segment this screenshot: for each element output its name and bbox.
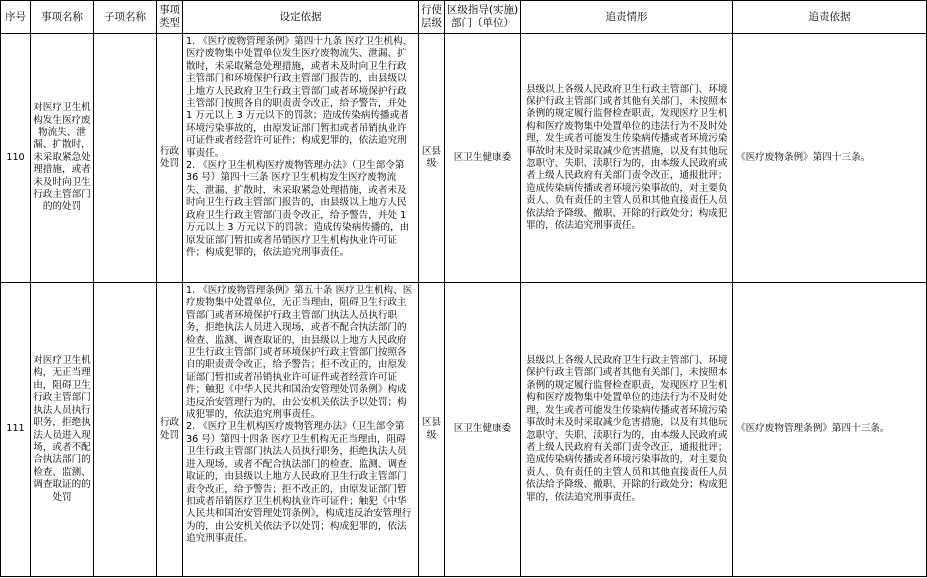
- row-accountability-basis: 《医疗废物管理条例》第四十三条。: [733, 283, 927, 577]
- legal-basis-clause-2: 2. 《医疗卫生机构医疗废物管理办法》（卫生部令第 36 号）第四十三条 医疗卫生机构发生医疗废物流失、泄漏、扩散时，未采取紧急处理措施，或者未及时向卫生行政主管部门报告的，由县级以上地方人民政府卫生行政主管部门责令改正，给予警告，并处 1 万元以上 3 万元以下的罚款；造成传染病传播的，由原发证部门暂扣或者吊销医疗卫生机构执业许可证件；构成犯罪的，依法追究刑事责任。: [186, 160, 410, 258]
- header-item-name: 事项名称: [31, 1, 94, 34]
- table-header-row: [1, 1, 927, 34]
- header-sub-item: 子项名称: [94, 1, 157, 34]
- row-accountability-basis: 《医疗废物条例》第四十三条。: [733, 34, 927, 283]
- table-row: [1, 34, 927, 283]
- legal-basis-clause-2: 2. 《医疗卫生机构医疗废物管理办法》（卫生部令第 36 号）第四十四条 医疗卫生机构无正当理由，阻碍卫生行政主管部门执法人员执行职务，拒绝执法人员进入现场，或者不配合执法部门的检查、监测、调查取证的，由县级以上地方人民政府卫生行政主管部门责令改正，给予警告；拒不改正的，由原发证部门暂扣或者吊销医疗卫生机构执业许可证件；触犯《中华人民共和国治安管理处罚条例》，构成违反治安管理行为的，由公安机关依法予以处罚；构成犯罪的，依法追究刑事责任。: [186, 421, 412, 545]
- row-no: 110: [1, 34, 31, 283]
- row-legal-basis: [183, 283, 419, 577]
- row-department: 区卫生健康委: [445, 34, 521, 283]
- row-level: 区县级: [419, 34, 445, 283]
- row-sub-item: [94, 34, 157, 283]
- header-department: 区级指导(实施)部门（单位）: [445, 1, 521, 34]
- row-item-name: 对医疗卫生机构发生医疗废物流失、泄漏、扩散时，未采取紧急处理措施，或者未及时向卫生行政主管部门的的处罚: [31, 34, 94, 283]
- header-no: 序号: [1, 1, 31, 34]
- legal-basis-clause-1: 1. 《医疗废物管理条例》第四十九条 医疗卫生机构、医疗废物集中处置单位发生医疗废物流失、泄漏、扩散时，未采取紧急处理措施，或者未及时向卫生行政主管部门和环境保护行政主管部门报告的，由县级以上地方人民政府卫生行政主管部门或者环境保护行政主管部门按照各自的职责责令改正，给予警告，并处 1 万元以上 3 万元以下的罚款；造成传染病传播或者环境污染事故的，由原发证部门暂扣或者吊销执业许可证件或者经营许可证件；构成犯罪的，依法追究刑事责任。: [186, 36, 413, 159]
- table-row: [1, 283, 927, 577]
- row-item-name: 对医疗卫生机构，无正当理由，阻碍卫生行政主管部门执法人员执行职务，拒绝执法人员进入现场，或者不配合执法部门的检查、监测、调查取证的的处罚: [31, 283, 94, 577]
- row-level: 区县级: [419, 283, 445, 577]
- row-department: 区卫生健康委: [445, 283, 521, 577]
- legal-basis-clause-1: 1. 《医疗废物管理条例》第五十条 医疗卫生机构、医疗废物集中处置单位，无正当理由，阻碍卫生行政主管部门或者环境保护行政主管部门执法人员执行职务，拒绝执法人员进入现场，或者不配合执法部门的检查、监测、调查取证的，由县级以上地方人民政府卫生行政主管部门或者环境保护行政主管部门按照各自的职责责令改正，给予警告；拒不改正的，由原发证部门暂扣或者吊销执业许可证件或者经营许可证件；触犯《中华人民共和国治安管理处罚条例》构成违反治安管理行为的，由公安机关依法予以处罚；构成犯罪的，依法追究刑事责任。: [186, 285, 413, 421]
- row-no: 111: [1, 283, 31, 577]
- row-legal-basis: [183, 34, 419, 283]
- row-accountability: 县级以上各级人民政府卫生行政主管部门、环境保护行政主管部门或者其他有关部门，未按照本条例的规定履行监督检查职责，发现医疗卫生机构和医疗废物集中处置单位的违法行为不及时处理，发生或者可能发生传染病传播或者环境污染事故时未及时采取减少危害措施，以及有其他玩忽职守、失职、渎职行为的，由本级人民政府或者上级人民政府有关部门责令改正，通报批评；造成传染病传播或者环境污染事故的，对主要负责人、负有责任的主管人员和其他直接责任人员依法给予降级、撤职、开除的行政处分；构成犯罪的，依法追究刑事责任。: [521, 283, 733, 577]
- row-item-type: 行政处罚: [157, 283, 183, 577]
- header-item-type: 事项类型: [157, 1, 183, 34]
- header-accountability-basis: 追责依据: [733, 1, 927, 34]
- row-sub-item: [94, 283, 157, 577]
- header-level: 行使层级: [419, 1, 445, 34]
- row-accountability: 县级以上各级人民政府卫生行政主管部门、环境保护行政主管部门或者其他有关部门，未按照本条例的规定履行监督检查职责，发现医疗卫生机构和医疗废物集中处置单位的违法行为不及时处理，发生或者可能发生传染病传播或者环境污染事故时未及时采取减少危害措施，以及有其他玩忽职守、失职、渎职行为的，由本级人民政府或者上级人民政府有关部门责令改正，通报批评；造成传染病传播或者环境污染事故的，对主要负责人、负有责任的主管人员和其他直接责任人员依法给予降级、撤职、开除的行政处分；构成犯罪的，依法追究刑事责任。: [521, 34, 733, 283]
- header-legal-basis: 设定依据: [183, 1, 419, 34]
- row-item-type: 行政处罚: [157, 34, 183, 283]
- header-accountability: 追责情形: [521, 1, 733, 34]
